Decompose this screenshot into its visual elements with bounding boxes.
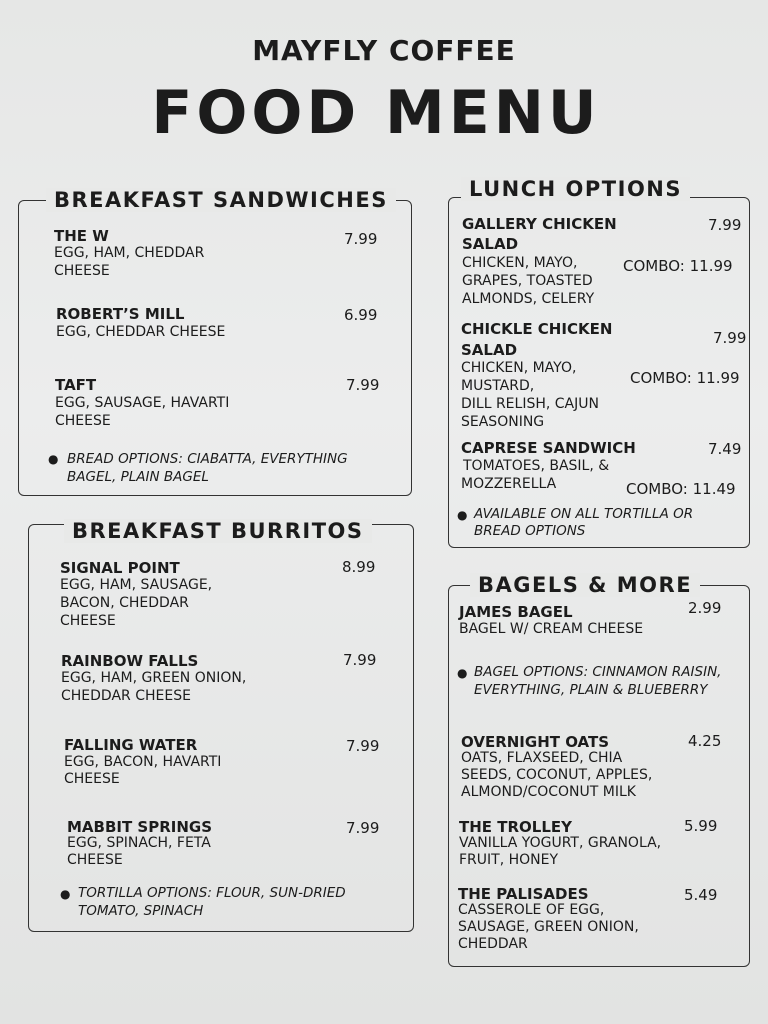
availability-note: AVAILABLE ON ALL TORTILLA OR: [474, 506, 694, 522]
item-description: VANILLA YOGURT, GRANOLA,: [459, 835, 662, 851]
item-description: CHEDDAR CHEESE: [61, 688, 191, 704]
item-description: CHEESE: [54, 263, 110, 279]
item-name: CHICKLE CHICKEN: [461, 320, 613, 338]
combo-price: COMBO: 11.99: [623, 257, 733, 275]
item-price: 7.99: [713, 329, 747, 347]
item-description: FRUIT, HONEY: [459, 852, 559, 868]
bullet-icon: ●: [457, 508, 468, 522]
item-description: BACON, CHEDDAR: [60, 595, 189, 611]
item-price: 4.25: [688, 732, 722, 750]
tortilla-options-note: TOMATO, SPINACH: [78, 903, 204, 919]
menu-subtitle: MAYFLY COFFEE: [252, 34, 516, 67]
item-price: 7.99: [346, 819, 380, 837]
availability-note: BREAD OPTIONS: [474, 523, 586, 539]
item-description: DILL RELISH, CAJUN: [461, 396, 599, 412]
item-price: 7.99: [343, 651, 377, 669]
item-description: TOMATOES, BASIL, &: [463, 458, 610, 474]
item-name: SALAD: [462, 235, 519, 253]
item-description: EGG, SPINACH, FETA: [67, 835, 211, 851]
item-description: EGG, SAUSAGE, HAVARTI: [55, 395, 230, 411]
item-name: MABBIT SPRINGS: [67, 818, 213, 836]
section-title: BREAKFAST BURRITOS: [64, 519, 372, 543]
item-description: SEEDS, COCONUT, APPLES,: [461, 767, 653, 783]
item-description: EGG, BACON, HAVARTI: [64, 754, 222, 770]
item-name: ROBERT’S MILL: [56, 305, 185, 323]
item-description: BAGEL W/ CREAM CHEESE: [459, 621, 644, 637]
item-description: SAUSAGE, GREEN ONION,: [458, 919, 639, 935]
item-price: 6.99: [344, 306, 378, 324]
item-name: GALLERY CHICKEN: [462, 215, 617, 233]
item-description: CHEESE: [67, 852, 123, 868]
item-description: MOZZERELLA: [461, 476, 557, 492]
item-name: FALLING WATER: [64, 736, 198, 754]
item-name: THE TROLLEY: [459, 818, 573, 836]
bread-options-note: BREAD OPTIONS: CIABATTA, EVERYTHING: [67, 451, 348, 467]
item-name: OVERNIGHT OATS: [461, 733, 610, 751]
combo-price: COMBO: 11.49: [626, 480, 736, 498]
item-description: OATS, FLAXSEED, CHIA: [461, 750, 623, 766]
bullet-icon: ●: [48, 452, 59, 466]
bread-options-note: BAGEL, PLAIN BAGEL: [67, 469, 209, 485]
item-description: EGG, HAM, CHEDDAR: [54, 245, 205, 261]
item-name: THE W: [54, 227, 109, 245]
item-description: EGG, HAM, GREEN ONION,: [61, 670, 247, 686]
item-description: CHEDDAR: [458, 936, 528, 952]
item-name: CAPRESE SANDWICH: [461, 439, 636, 457]
item-description: ALMOND/COCONUT MILK: [461, 784, 636, 800]
item-description: ALMONDS, CELERY: [462, 291, 595, 307]
item-name: THE PALISADES: [458, 885, 589, 903]
bullet-icon: ●: [60, 887, 71, 901]
item-price: 7.99: [344, 230, 378, 248]
item-price: 5.99: [684, 817, 718, 835]
item-description: SEASONING: [461, 414, 545, 430]
section-title: BREAKFAST SANDWICHES: [46, 188, 396, 212]
item-price: 2.99: [688, 599, 722, 617]
item-description: CHICKEN, MAYO,: [462, 255, 578, 271]
menu-title: FOOD MENU: [151, 78, 601, 148]
combo-price: COMBO: 11.99: [630, 369, 740, 387]
item-description: CASSEROLE OF EGG,: [458, 902, 605, 918]
item-price: 7.99: [708, 216, 742, 234]
item-description: GRAPES, TOASTED: [462, 273, 593, 289]
item-description: CHICKEN, MAYO,: [461, 360, 577, 376]
item-name: SALAD: [461, 341, 518, 359]
item-description: EGG, HAM, SAUSAGE,: [60, 577, 213, 593]
section-title: LUNCH OPTIONS: [461, 177, 690, 201]
item-price: 7.49: [708, 440, 742, 458]
tortilla-options-note: TORTILLA OPTIONS: FLOUR, SUN-DRIED: [78, 885, 346, 901]
bullet-icon: ●: [457, 666, 468, 680]
item-description: CHEESE: [55, 413, 111, 429]
item-name: RAINBOW FALLS: [61, 652, 199, 670]
item-description: CHEESE: [64, 771, 120, 787]
item-price: 8.99: [342, 558, 376, 576]
bagel-options-note: EVERYTHING, PLAIN & BLUEBERRY: [474, 682, 708, 698]
item-description: MUSTARD,: [461, 378, 535, 394]
item-price: 7.99: [346, 737, 380, 755]
item-description: EGG, CHEDDAR CHEESE: [56, 324, 226, 340]
item-name: JAMES BAGEL: [459, 603, 573, 621]
item-description: CHEESE: [60, 613, 116, 629]
item-price: 7.99: [346, 376, 380, 394]
item-price: 5.49: [684, 886, 718, 904]
bagel-options-note: BAGEL OPTIONS: CINNAMON RAISIN,: [474, 664, 722, 680]
section-title: BAGELS & MORE: [470, 573, 700, 597]
item-name: TAFT: [55, 376, 97, 394]
item-name: SIGNAL POINT: [60, 559, 180, 577]
